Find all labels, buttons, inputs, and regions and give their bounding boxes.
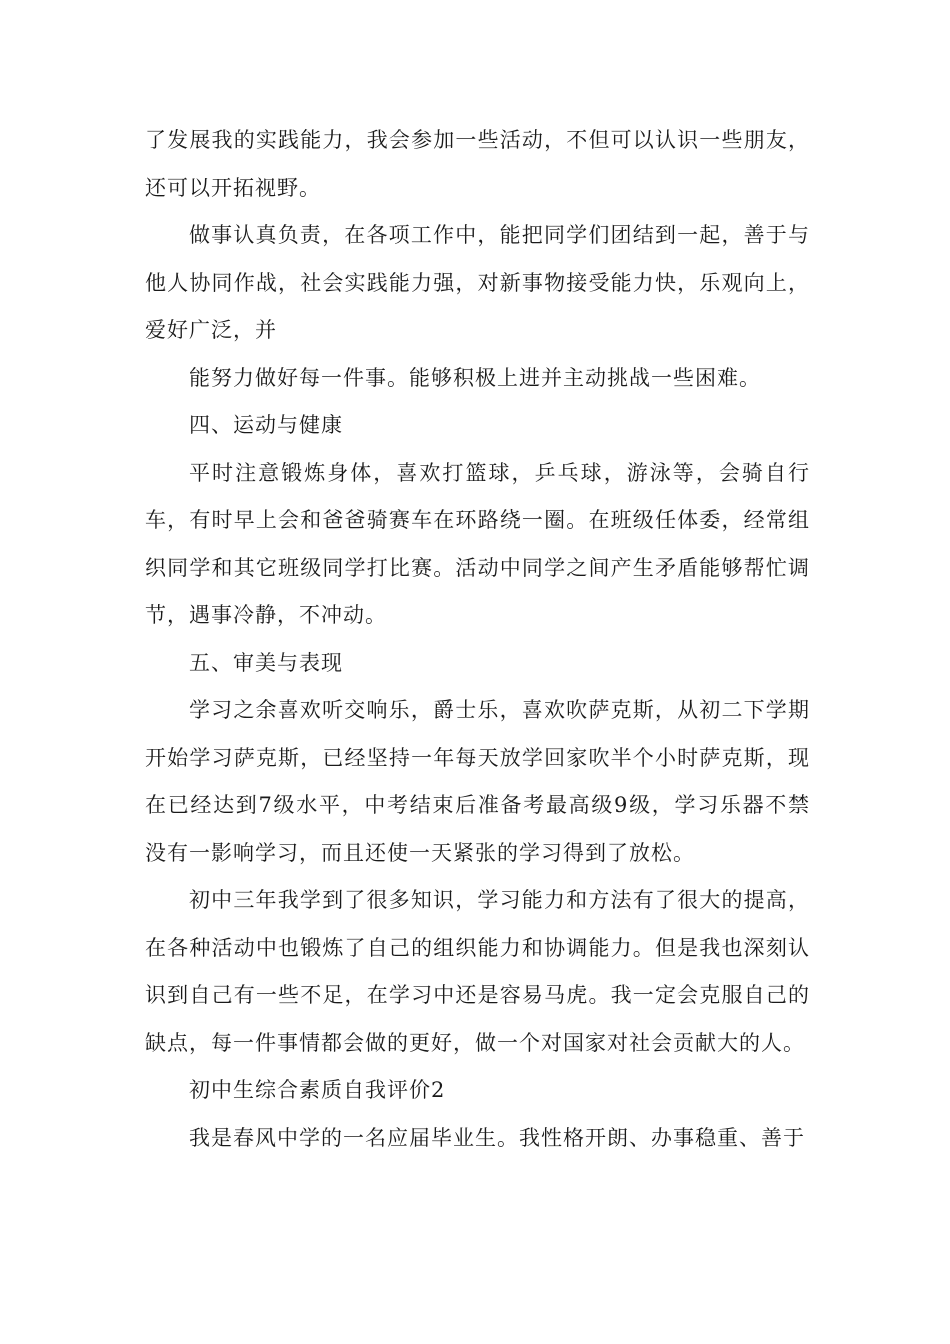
paragraph-continuation: 了发展我的实践能力，我会参加一些活动，不但可以认识一些朋友，还可以开拓视野。 (145, 128, 810, 200)
paragraph-music: 学习之余喜欢听交响乐，爵士乐，喜欢吹萨克斯，从初二下学期开始学习萨克斯，已经坚持一年每天放学回家吹半个小时萨克斯，现在已经达到7级水平，中考结束后准备考最高级9级，学习乐器不禁没有一影响学习，而且还使一天紧张的学习得到了放松。 (145, 698, 810, 865)
paragraph-summary: 初中三年我学到了很多知识，学习能力和方法有了很大的提高，在各种活动中也锻炼了自己的组织能力和协调能力。但是我也深刻认识到自己有一些不足，在学习中还是容易马虎。我一定会克服自己的缺点，每一件事情都会做的更好，做一个对国家对社会贡献大的人。 (145, 888, 810, 1055)
essay-title-2: 初中生综合素质自我评价2 (189, 1078, 446, 1102)
paragraph-effort: 能努力做好每一件事。能够积极上进并主动挑战一些困难。 (189, 365, 761, 390)
section-heading-sports-health: 四、运动与健康 (189, 413, 343, 437)
paragraph-sports: 平时注意锻炼身体，喜欢打篮球，乒乓球，游泳等，会骑自行车，有时早上会和爸爸骑赛车在环路绕一圈。在班级任体委，经常组织同学和其它班级同学打比赛。活动中同学之间产生矛盾能够帮忙调节，遇事冷静，不冲动。 (145, 460, 810, 627)
paragraph-intro-2: 我是春风中学的一名应届毕业生。我性格开朗、办事稳重、善于 (189, 1125, 805, 1150)
section-heading-aesthetics: 五、审美与表现 (189, 650, 343, 675)
paragraph-responsibility: 做事认真负责，在各项工作中，能把同学们团结到一起，善于与他人协同作战，社会实践能力强，对新事物接受能力快，乐观向上，爱好广泛，并 (145, 223, 810, 342)
document-body (145, 117, 810, 1162)
